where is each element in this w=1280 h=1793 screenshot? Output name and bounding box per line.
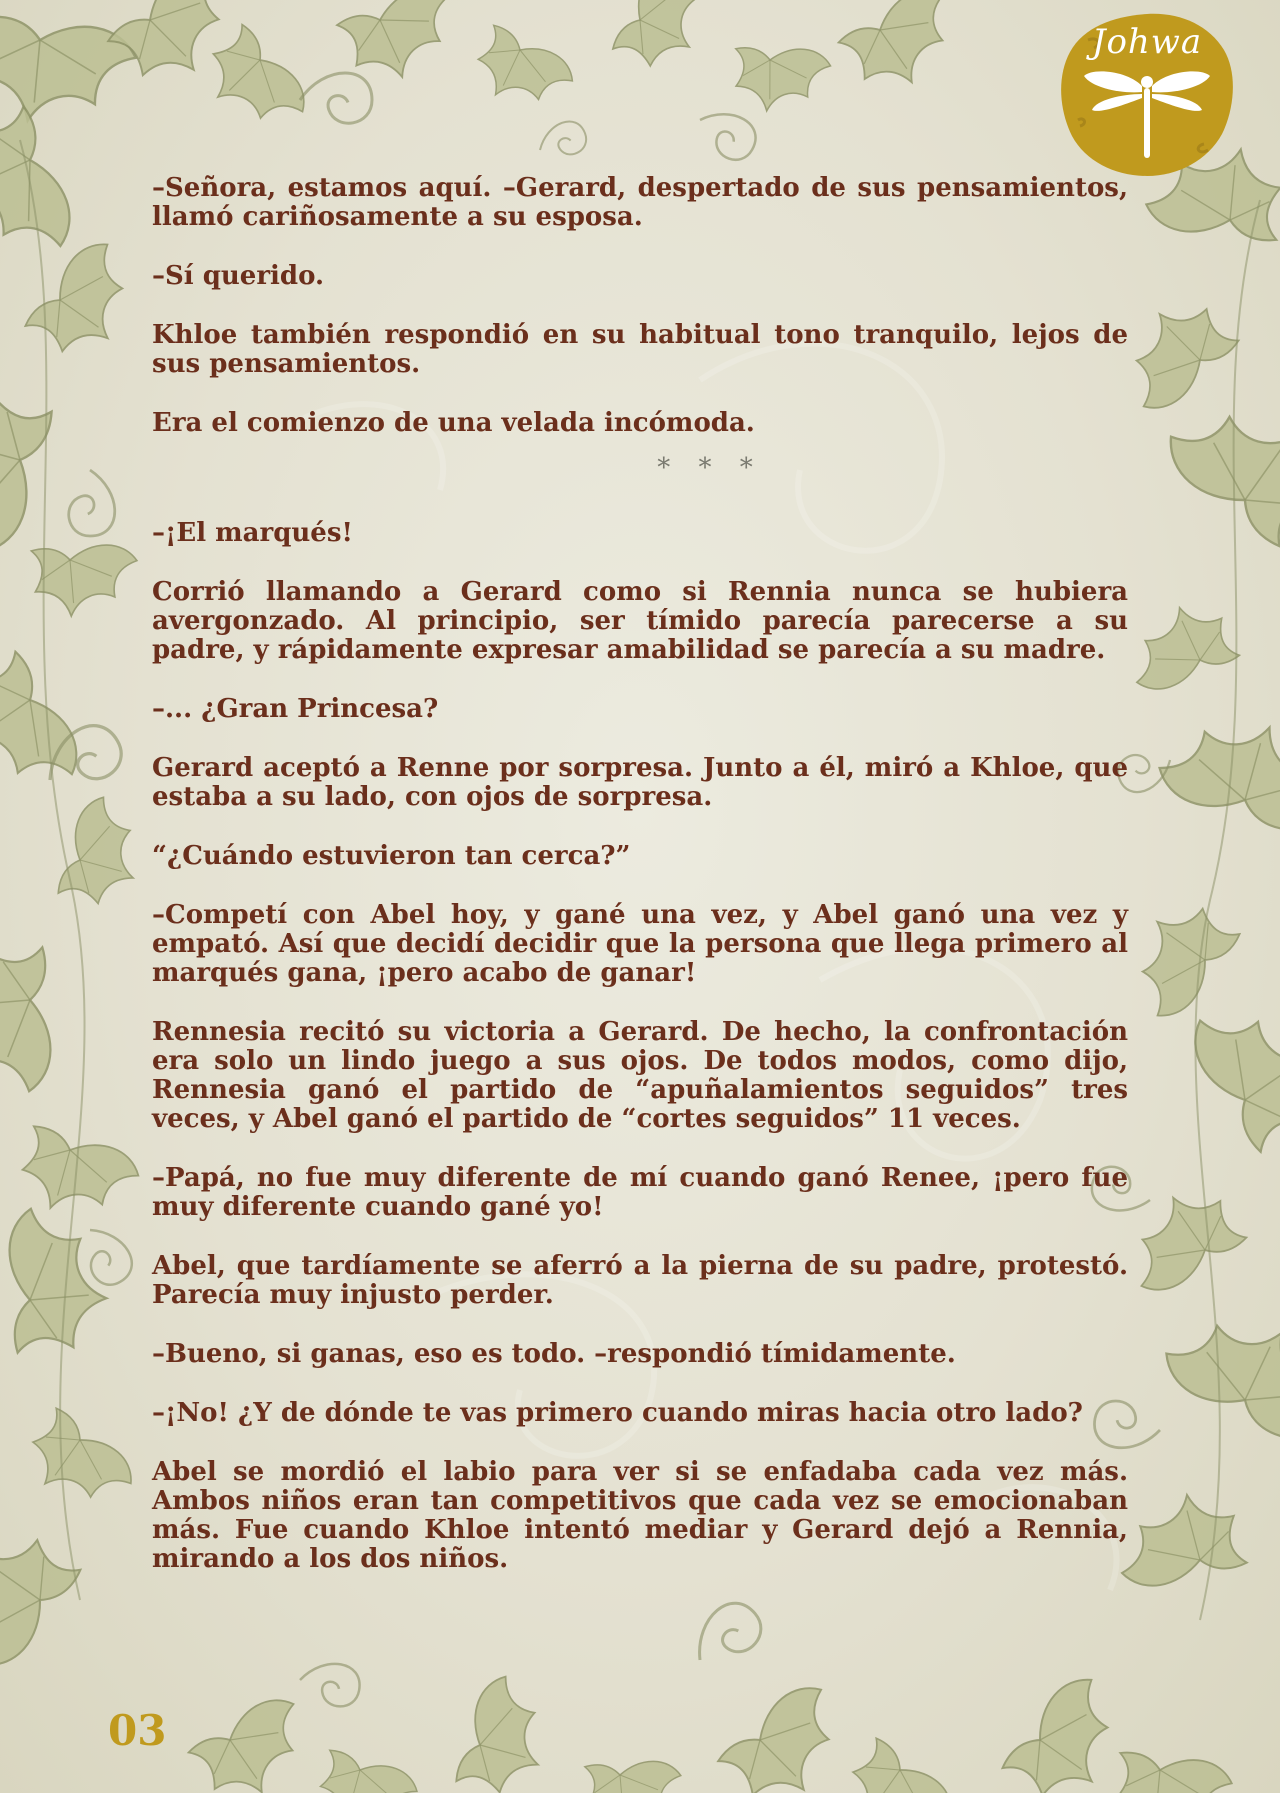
page-number: 03 [108, 1706, 167, 1755]
dragonfly-icon [1082, 64, 1212, 164]
paragraph: –Competí con Abel hoy, y gané una vez, y Abel ganó una vez y empató. Así que decidí decidir que la persona que llega primero al marqués gana, ¡pero acabo de ganar! [152, 900, 1128, 988]
paragraph: Rennesia recitó su victoria a Gerard. De hecho, la confrontación era solo un lindo juego a sus ojos. De todos modos, como dijo, Rennesia ganó el partido de “apuñalamientos seguidos” tres veces, y Abel ganó el partido de “cortes seguidos” 11 veces. [152, 1017, 1128, 1134]
paragraph: Khloe también respondió en su habitual tono tranquilo, lejos de sus pensamientos. [152, 320, 1128, 379]
paragraph: –Papá, no fue muy diferente de mí cuando ganó Renee, ¡pero fue muy diferente cuando gané yo! [152, 1163, 1128, 1222]
paragraph: Corrió llamando a Gerard como si Rennia nunca se hubiera avergonzado. Al principio, ser tímido parecía parecerse a su padre, y rápidamente expresar amabilidad se parecía a su madre. [152, 577, 1128, 665]
scene-separator: * * * [657, 453, 763, 483]
paragraph: –¡El marqués! [152, 518, 353, 548]
paragraph: Abel se mordió el labio para ver si se enfadaba cada vez más. Ambos niños eran tan competitivos que cada vez se emocionaban más. Fue cuando Khloe intentó mediar y Gerard dejó a Rennia, mirando a los dos niños. [152, 1457, 1128, 1574]
logo-text: Johwa [1091, 22, 1203, 62]
paragraph: –Bueno, si ganas, eso es todo. –respondió tímidamente. [152, 1339, 956, 1369]
story-text [152, 174, 1128, 1604]
paragraph: –Señora, estamos aquí. –Gerard, despertado de sus pensamientos, llamó cariñosamente a su esposa. [152, 173, 1128, 232]
paragraph: –Sí querido. [152, 261, 325, 291]
paragraph: “¿Cuándo estuvieron tan cerca?” [152, 841, 631, 871]
paragraph: –¡No! ¿Y de dónde te vas primero cuando miras hacia otro lado? [152, 1398, 1083, 1428]
johwa-logo [1058, 10, 1236, 180]
paragraph: Era el comienzo de una velada incómoda. [152, 408, 755, 438]
paragraph: Abel, que tardíamente se aferró a la pierna de su padre, protestó. Parecía muy injusto perder. [152, 1251, 1128, 1310]
paragraph: Gerard aceptó a Renne por sorpresa. Junto a él, miró a Khloe, que estaba a su lado, con ojos de sorpresa. [152, 753, 1128, 812]
paragraph: –... ¿Gran Princesa? [152, 694, 439, 724]
